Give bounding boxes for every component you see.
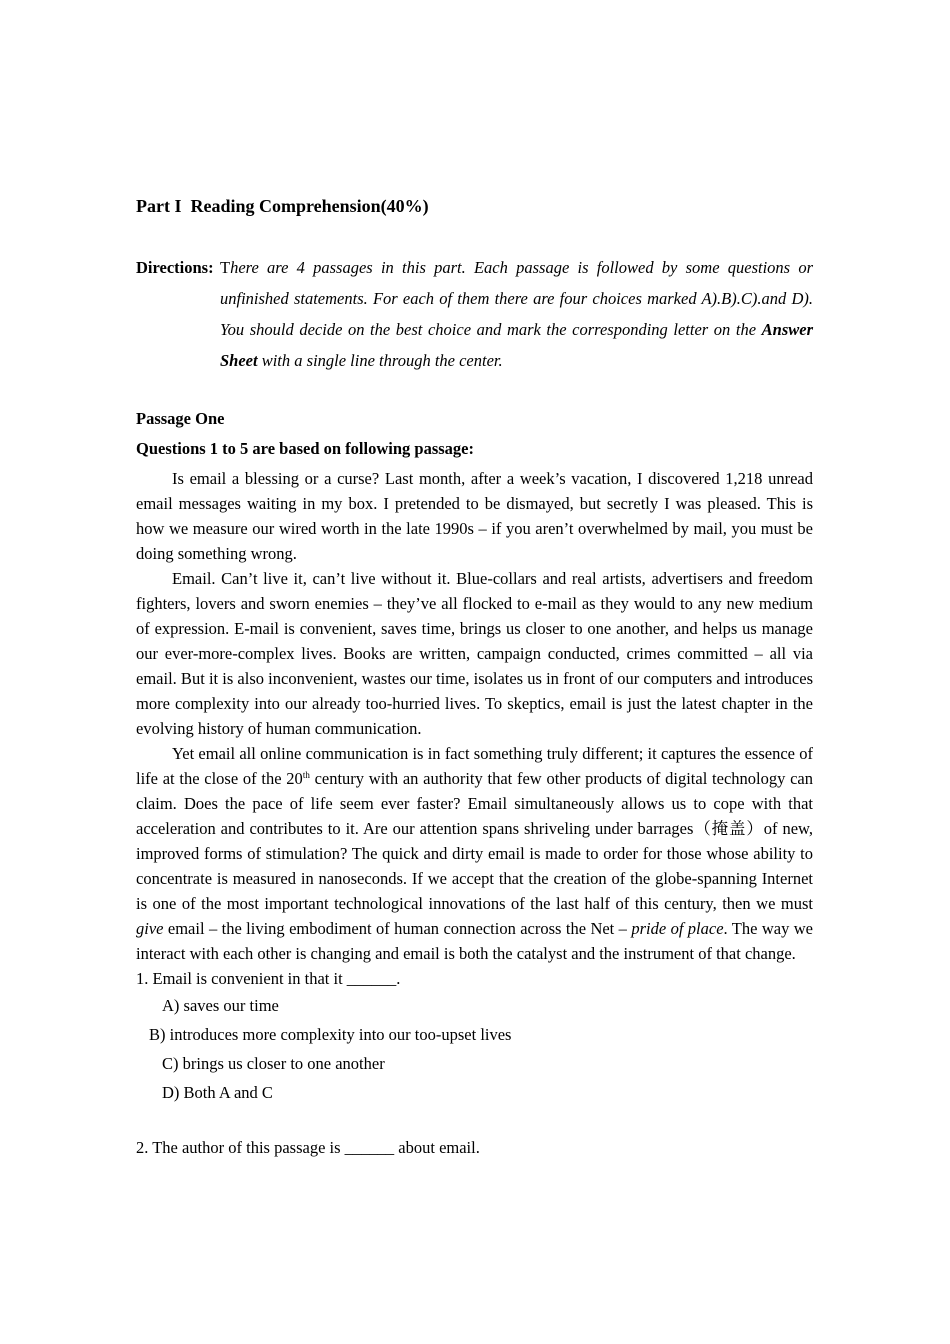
passage-one — [136, 406, 813, 1160]
directions-block — [136, 252, 813, 376]
part-title: Part I Reading Comprehension(40%) — [136, 196, 429, 216]
answer-sheet-emphasis: Answer Sheet — [220, 320, 813, 370]
emphasis-give: give — [136, 919, 164, 938]
directions-label: Directions: — [136, 258, 214, 277]
ordinal-superscript: th — [302, 770, 310, 780]
question-2-stem: 2. The author of this passage is ______ about email. — [136, 1138, 480, 1157]
directions-text-part-1: here are 4 passages in this part. Each passage is followed by some questions or unfinished statements. For each of them there are four choices marked A).B).C).and D). You should decide on the best choice and mark the corresponding letter on the — [220, 258, 813, 339]
paragraph-3-part-c: email – the living embodiment of human connection across the Net – — [163, 919, 632, 938]
question-1-stem: 1. Email is convenient in that it ______. — [136, 969, 401, 988]
question-1-option-a: A) saves our time — [162, 996, 279, 1015]
question-1-option-d: D) Both A and C — [162, 1083, 273, 1102]
passage-paragraph-3 — [136, 741, 813, 966]
question-1-option-c: C) brings us closer to one another — [162, 1054, 385, 1073]
passage-title: Passage One — [136, 409, 225, 428]
passage-paragraph-2: Email. Can’t live it, can’t live without it. Blue-collars and real artists, advertisers and freedom fighters, lovers and sworn enemies – they’ve all flocked to e-mail as they would to any new medium of expression. E-mail is convenient, saves time, brings us closer to one another, and helps us manage our ever-more-complex lives. Books are written, campaign conducted, crimes committed – all via email. But it is also inconvenient, wastes our time, isolates us in front of our computers and introduces more complexity into our already too-hurried lives. To skeptics, email is just the latest chapter in the evolving history of human communication. — [136, 569, 813, 738]
paragraph-3-part-d: . The way we interact with each other is changing and email is both the catalyst and the instrument of that change. — [136, 919, 813, 963]
emphasis-pride-of-place: pride of place — [631, 919, 724, 938]
directions-text-part-2: with a single line through the center. — [257, 351, 503, 370]
question-1-options — [136, 991, 813, 1107]
question-1-option-b: B) introduces more complexity into our too-upset lives — [149, 1025, 512, 1044]
paragraph-3-part-b: century with an authority that few other products of digital technology can claim. Does the pace of life seem ever faster? Email simultaneously allows us to cope with that acceleration and contributes to it. Are our attention spans shriveling under barrages（掩盖）of new, improved forms of stimulation? The quick and dirty email is made to order for those whose ability to concentrate is measured in nanoseconds. If we accept that the creation of the globe-spanning Internet is one of the most important technological innovations of the last half of this century, then we must — [136, 769, 813, 913]
directions-text — [220, 252, 813, 376]
passage-intro: Questions 1 to 5 are based on following passage: — [136, 439, 474, 458]
directions-lead-letter: T — [220, 258, 231, 277]
paragraph-3-part-a: Yet email all online communication is in fact something truly different; it captures the essence of life at the close of the 20 — [136, 744, 813, 788]
passage-paragraph-1: Is email a blessing or a curse? Last month, after a week’s vacation, I discovered 1,218 unread email messages waiting in my box. I pretended to be dismayed, but secretly I was pleased. This is how we measure our wired worth in the late 1990s – if you aren’t overwhelmed by mail, you must be doing something wrong. — [136, 469, 813, 563]
